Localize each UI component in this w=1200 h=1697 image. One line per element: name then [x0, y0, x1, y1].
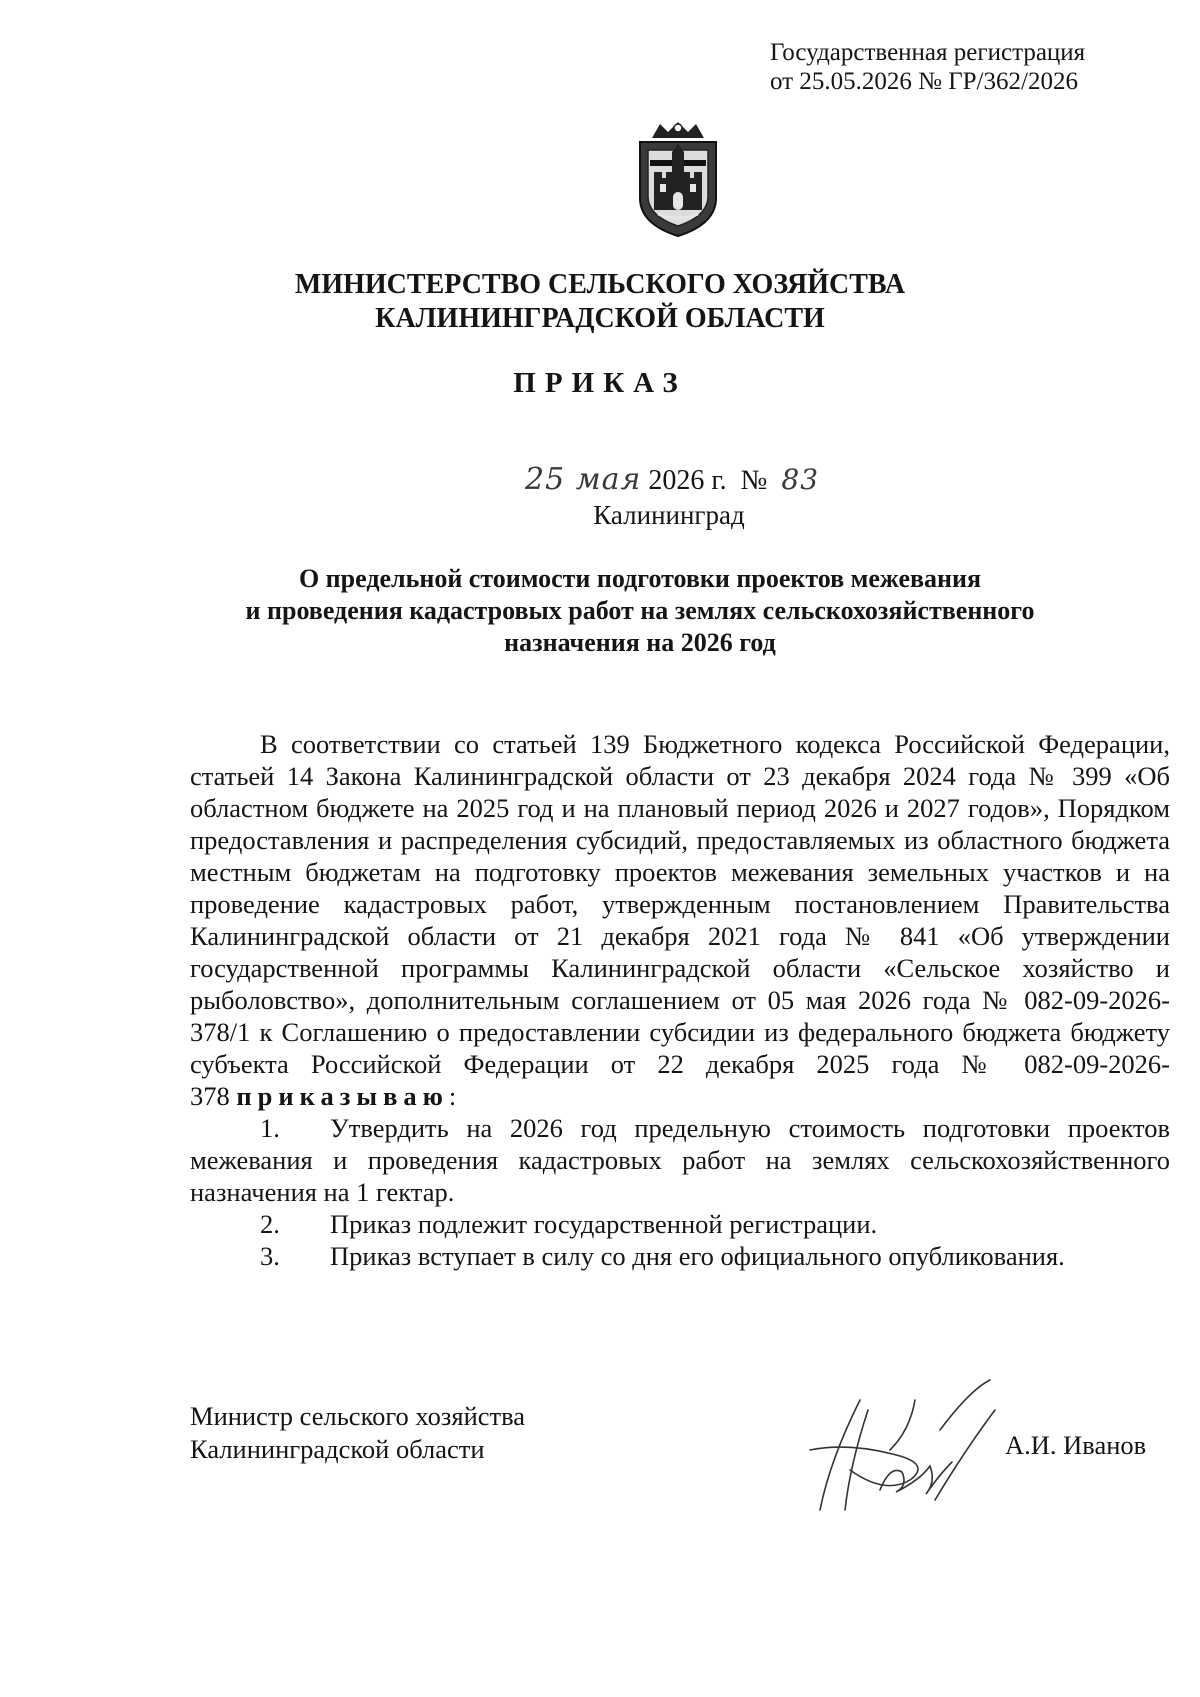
order-year: 2026 г.: [648, 465, 727, 496]
item-number: 3.: [260, 1241, 280, 1271]
item-text: Утвердить на 2026 год предельную стоимость подготовки проектов межевания и проведения кадастровых работ на землях сельскохозяйственного назначения на 1 гектар.: [190, 1113, 1170, 1207]
item-text: Приказ подлежит государственной регистрации.: [330, 1209, 878, 1239]
coat-of-arms-icon: [630, 120, 726, 238]
document-body: [190, 728, 1170, 1272]
item-text: Приказ вступает в силу со дня его официального опубликования.: [330, 1241, 1065, 1271]
city: Калининград: [593, 500, 745, 530]
order-colon: :: [448, 1081, 457, 1111]
title-line-3: назначения на 2026 год: [504, 628, 776, 657]
registration-line-2: от 25.05.2026 № ГР/362/2026: [770, 68, 1078, 95]
order-date-line: [525, 460, 819, 500]
registration-stamp: [770, 38, 1085, 96]
order-word: приказываю: [236, 1081, 449, 1111]
handwritten-signature-icon: [790, 1370, 1030, 1520]
number-sign: №: [740, 465, 768, 496]
preamble-paragraph: [190, 728, 1170, 1112]
title-line-2: и проведения кадастровых работ на землях сельскохозяйственного: [245, 596, 1035, 625]
signatory-position: [190, 1400, 525, 1466]
preamble-text: В соответствии со статьей 139 Бюджетного кодекса Российской Федерации, статьей 14 Закона Калининградской области от 23 декабря 2024 года № 399 «Об областном бюджете на 2025 год и на плановый период 2026 и 2027 годов», Порядком предоставления и распределения субсидий, предоставляемых из областного бюджета местным бюджетам на подготовку проектов межевания земельных участков и на проведение кадастровых работ, утвержденным постановлением Правительства Калининградской области от 21 декабря 2021 года № 841 «Об утверждении государственной программы Калининградской области «Сельское хозяйство и рыболовство», дополнительным соглашением от 05 мая 2026 года № 082-09-2026-378/1 к Соглашению о предоставлении субсидии из федерального бюджета бюджету субъекта Российской Федерации от 22 декабря 2025 года № 082-09-2026-378: [190, 729, 1170, 1111]
position-line-2: Калининградской области: [190, 1434, 485, 1464]
order-item-1: [190, 1112, 1170, 1208]
order-item-2: [190, 1208, 1170, 1240]
item-number: 1.: [260, 1113, 280, 1143]
document-title: [200, 563, 1080, 659]
registration-line-1: Государственная регистрация: [770, 39, 1086, 66]
ministry-line-2: КАЛИНИНГРАДСКОЙ ОБЛАСТИ: [375, 303, 825, 334]
item-number: 2.: [260, 1209, 280, 1239]
ministry-name: [0, 268, 1200, 336]
order-item-3: [190, 1240, 1170, 1272]
handwritten-date: 25 мая: [525, 462, 642, 497]
ministry-line-1: МИНИСТЕРСТВО СЕЛЬСКОГО ХОЗЯЙСТВА: [294, 269, 906, 300]
position-line-1: Министр сельского хозяйства: [190, 1401, 526, 1431]
title-line-1: О предельной стоимости подготовки проектов межевания: [298, 564, 982, 593]
handwritten-order-number: 83: [781, 463, 820, 496]
signatory-name: А.И. Иванов: [1005, 1430, 1147, 1460]
document-type: ПРИКАЗ: [513, 367, 687, 399]
